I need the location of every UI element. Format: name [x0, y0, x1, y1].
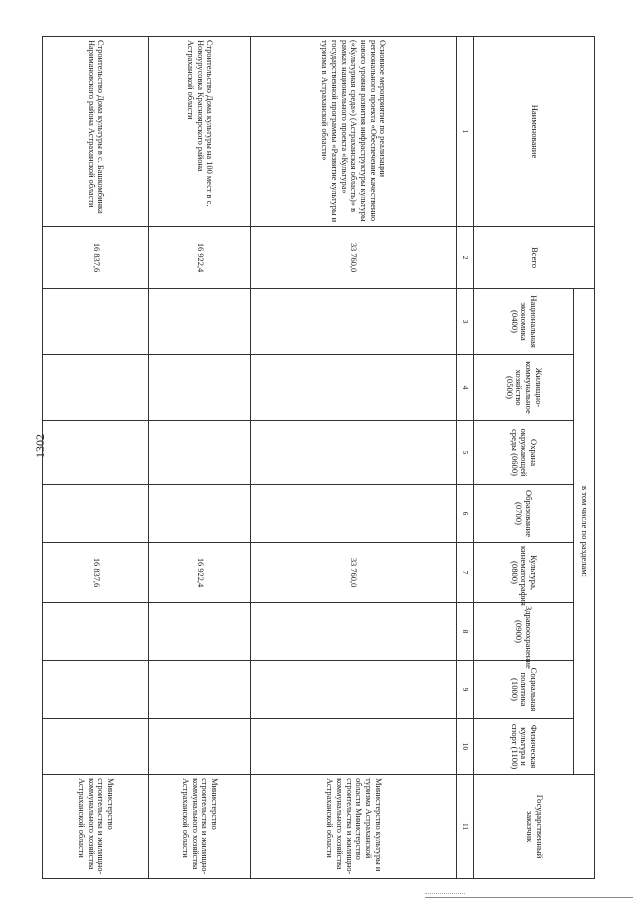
row-cell-0700 — [149, 485, 251, 543]
row-cell-0800: 16 922,4 — [149, 543, 251, 603]
column-number: 9 — [457, 661, 474, 719]
row-cell-0900 — [149, 603, 251, 661]
row-cell-0500 — [251, 355, 457, 421]
row-name: Строительство Дома культуры на 100 мест в с. Новоурусовка Красноярского района Астраханской области — [149, 37, 251, 227]
column-number: 5 — [457, 421, 474, 485]
rotated-table-wrapper — [42, 36, 595, 878]
column-number: 8 — [457, 603, 474, 661]
footer-dots — [425, 893, 465, 894]
table-row — [251, 37, 457, 879]
row-cell-0400 — [251, 289, 457, 355]
column-number: 7 — [457, 543, 474, 603]
row-customer: Министерство строительства и жилищно-коммунального хозяйства Астраханской области — [43, 775, 149, 879]
row-cell-0500 — [43, 355, 149, 421]
row-name: Основное мероприятие по реализации регионального проекта «Обеспечение качественно нового уровня развития инфраструктуры культуры («Культурная среда») (Астраханская область)» в рамках национального проекта «Культура» государственной программы «Развитие культуры и туризма в Астраханской области» — [251, 37, 457, 227]
row-cell-0800: 33 760,0 — [251, 543, 457, 603]
row-customer: Министерство строительства и жилищно-коммунального хозяйства Астраханской области — [149, 775, 251, 879]
column-number: 3 — [457, 289, 474, 355]
header-row-group — [574, 37, 595, 879]
footer-rule — [425, 897, 633, 898]
table-row — [43, 37, 149, 879]
budget-table — [42, 36, 595, 879]
page-number: 1302 — [33, 434, 47, 458]
column-number: 11 — [457, 775, 474, 879]
row-total: 16 837,6 — [43, 227, 149, 289]
row-cell-0900 — [251, 603, 457, 661]
header-section-0500: Жилищно-коммунальное хозяйство (0500) — [474, 355, 574, 421]
header-total: Всего — [474, 227, 595, 289]
header-section-0900: Здравоохранение (0900) — [474, 603, 574, 661]
row-cell-0500 — [149, 355, 251, 421]
row-cell-1100 — [149, 719, 251, 775]
column-number: 4 — [457, 355, 474, 421]
row-name: Строительство Дома культуры в с. Башкомбинка Наримановского района Астраханской области — [43, 37, 149, 227]
row-cell-1100 — [251, 719, 457, 775]
row-customer: Министерство культуры и туризма Астраханской области Министерство строительства и жилищно-коммунального хозяйства Астраханской области — [251, 775, 457, 879]
header-section-0400: Национальная экономика (0400) — [474, 289, 574, 355]
row-cell-1000 — [43, 661, 149, 719]
row-cell-0700 — [251, 485, 457, 543]
column-number: 1 — [457, 37, 474, 227]
row-cell-0700 — [43, 485, 149, 543]
row-cell-0600 — [149, 421, 251, 485]
header-customer: Государственный заказчик — [474, 775, 595, 879]
row-total: 16 922,4 — [149, 227, 251, 289]
header-section-0600: Охрана окружающей среды (0600) — [474, 421, 574, 485]
row-cell-0400 — [149, 289, 251, 355]
header-section-1000: Социальная политика (1000) — [474, 661, 574, 719]
header-section-0800: Культура, кинематография (0800) — [474, 543, 574, 603]
row-cell-1100 — [43, 719, 149, 775]
row-cell-0600 — [43, 421, 149, 485]
row-cell-0400 — [43, 289, 149, 355]
column-number: 6 — [457, 485, 474, 543]
row-cell-0900 — [43, 603, 149, 661]
header-section-0700: Образование (0700) — [474, 485, 574, 543]
row-cell-1000 — [149, 661, 251, 719]
table-row — [149, 37, 251, 879]
header-name: Наименование — [474, 37, 595, 227]
column-number-row — [457, 37, 474, 879]
row-cell-1000 — [251, 661, 457, 719]
row-cell-0600 — [251, 421, 457, 485]
column-number: 10 — [457, 719, 474, 775]
column-number: 2 — [457, 227, 474, 289]
header-section-1100: Физическая культура и спорт (1100) — [474, 719, 574, 775]
row-total: 33 760,0 — [251, 227, 457, 289]
header-sections-group: в том числе по разделам: — [574, 289, 595, 775]
row-cell-0800: 16 837,6 — [43, 543, 149, 603]
